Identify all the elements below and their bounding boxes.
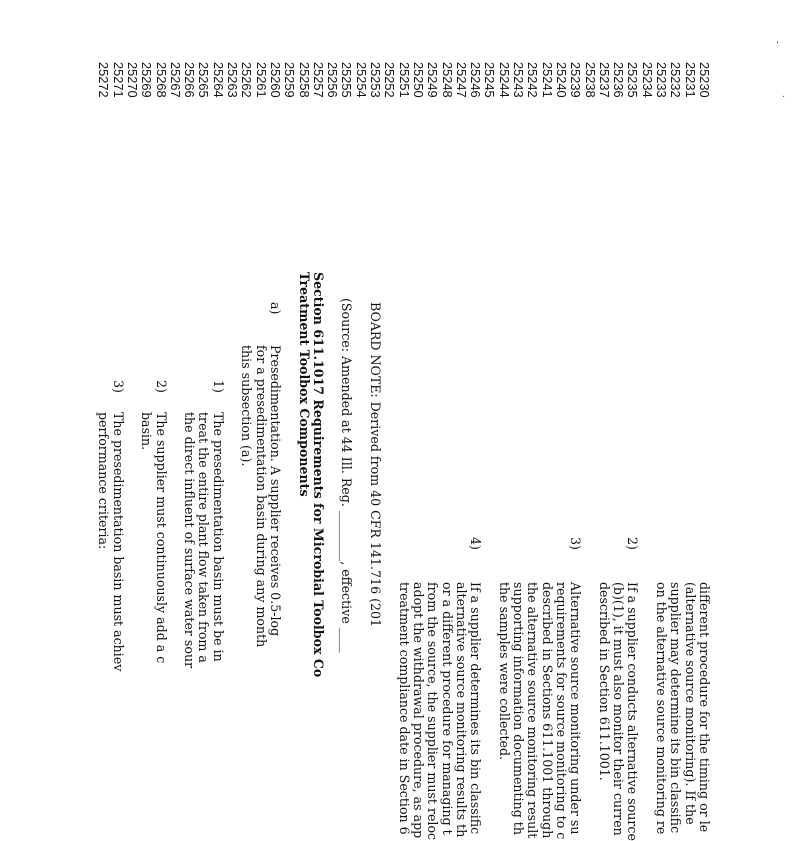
item-label: 1): [210, 380, 226, 393]
line-number: 25230: [697, 62, 712, 98]
line-text: this subsection (a).: [239, 345, 255, 467]
line-number: 25268: [153, 62, 169, 98]
document-line: [125, 62, 139, 762]
line-number: 25241: [539, 62, 555, 98]
line-number: 25270: [125, 62, 140, 98]
item-label: a): [268, 302, 283, 315]
line-number: 25265: [196, 62, 212, 98]
document-line: [196, 62, 210, 762]
document-line: [268, 62, 282, 762]
document-line: [439, 62, 455, 835]
line-text: for a presedimentation basin during any month: [253, 345, 269, 648]
line-text: the samples were collected.: [496, 582, 512, 761]
line-text: from the source, the supplier must reloc: [425, 582, 441, 841]
line-number: 25272: [96, 62, 112, 98]
line-number: 25251: [396, 62, 412, 98]
line-number: 25259: [282, 62, 298, 98]
line-text: the direct influent of surface water sour: [182, 412, 198, 669]
document-line: [354, 62, 368, 762]
line-text: alternative source monitoring results th: [453, 582, 469, 838]
line-number: 25263: [225, 62, 241, 98]
document-line: [482, 62, 496, 762]
line-number: 25254: [353, 62, 369, 98]
line-text: BOARD NOTE: Derived from 40 CFR 141.716 (201: [368, 302, 384, 628]
line-number: 25246: [468, 62, 484, 98]
line-number: 25232: [668, 62, 684, 98]
document-line: [668, 62, 684, 834]
scan-speck: ': [776, 40, 779, 51]
line-text: Presedimentation. A supplier receives 0.5-log: [268, 345, 283, 637]
document-line: [468, 62, 484, 835]
section-heading: Treatment Toolbox Components: [296, 272, 312, 497]
document-line: [396, 62, 412, 835]
line-number: 25250: [411, 62, 426, 98]
section-heading: Section 611.1017 Requirements for Microbial Toolbox Co: [310, 272, 326, 678]
line-number: 25266: [182, 62, 198, 98]
line-text: described in Sections 611.1001 through: [539, 582, 555, 839]
document-line: [96, 62, 110, 762]
line-text: The presedimentation basin must achiev: [110, 412, 126, 672]
document-line: [325, 62, 339, 762]
line-number: 25260: [268, 62, 283, 98]
line-number: 25236: [611, 62, 627, 98]
line-number: 25261: [253, 62, 269, 98]
line-text: on the alternative source monitoring re: [654, 582, 670, 835]
item-label: 2): [153, 380, 169, 393]
line-number: 25269: [139, 62, 155, 98]
scan-speck: ·: [782, 92, 786, 103]
document-line: [411, 62, 426, 839]
document-line: [497, 62, 511, 762]
document-line: [568, 62, 584, 835]
document-line: [697, 62, 712, 833]
line-number: 25240: [554, 62, 569, 98]
line-number: 25235: [625, 62, 641, 98]
line-text: Alternative source monitoring under su: [568, 582, 584, 835]
line-text: treat the entire plant flow taken from a: [196, 412, 212, 663]
document-line: [225, 62, 239, 762]
document-line: [654, 62, 670, 835]
line-number: 25258: [296, 62, 312, 98]
document-line: [582, 62, 596, 762]
line-number: 25245: [482, 62, 498, 98]
line-text: (Source: Amended at 44 Ill. Reg. ________, effective ____: [339, 298, 355, 653]
document-line: [311, 62, 325, 762]
item-label: 4): [468, 537, 484, 550]
line-text: supporting information documenting th: [511, 582, 527, 835]
line-text: (b)(1), it must also monitor their curren: [611, 582, 627, 836]
document-line: [168, 62, 182, 762]
document-line: [339, 62, 353, 762]
line-number: 25237: [596, 62, 612, 98]
line-number: 25233: [654, 62, 670, 98]
line-number: 25257: [310, 62, 326, 98]
document-line: [453, 62, 469, 838]
line-text: the alternative source monitoring result: [525, 582, 541, 839]
line-number: 25262: [239, 62, 255, 98]
document-line: [640, 62, 654, 762]
line-number: 25231: [682, 62, 698, 98]
document-line: [153, 62, 167, 762]
line-number: 25249: [425, 62, 441, 98]
document-line: [282, 62, 296, 762]
document-line: [625, 62, 641, 841]
document-line: [296, 62, 310, 762]
line-number: 25256: [325, 62, 341, 98]
line-number: 25244: [496, 62, 512, 98]
line-text: (alternative source monitoring). If the: [682, 582, 698, 825]
line-text: adopt the withdrawal procedure, as app: [411, 582, 426, 839]
line-text: different procedure for the timing or le: [697, 582, 712, 833]
line-text: requirements for source monitoring to c: [554, 582, 569, 840]
line-text: treatment compliance date in Section 6: [396, 582, 412, 835]
line-number: 25255: [339, 62, 355, 98]
document-line: [425, 62, 441, 841]
line-number: 25242: [525, 62, 541, 98]
document-page: [96, 62, 712, 841]
line-number: 25247: [453, 62, 469, 98]
document-line: [682, 62, 698, 825]
document-line: [110, 62, 124, 762]
line-number: 25271: [110, 62, 126, 98]
line-text: The supplier must continuously add a c: [153, 412, 169, 664]
line-number: 25252: [382, 62, 398, 98]
document-line: [554, 62, 569, 840]
item-label: 2): [625, 537, 641, 550]
document-line: [511, 62, 527, 835]
document-line: [253, 62, 267, 762]
line-text: supplier may determine its bin classific: [668, 582, 684, 834]
document-line: [211, 62, 225, 762]
line-number: 25234: [639, 62, 655, 98]
document-line: [239, 62, 253, 762]
line-text: The presedimentation basin must be in: [210, 412, 226, 662]
line-text: If a supplier conducts alternative source: [625, 582, 641, 841]
line-text: If a supplier determines its bin classific: [468, 582, 484, 835]
line-text: or a different procedure for managing t: [439, 582, 455, 835]
document-line: [525, 62, 541, 839]
document-line: [382, 62, 396, 762]
line-text: described in Section 611.1001.: [596, 582, 612, 781]
line-number: 25253: [368, 62, 384, 98]
document-line: [368, 62, 382, 762]
line-text: performance criteria:: [96, 412, 112, 550]
item-label: 3): [568, 537, 584, 550]
line-number: 25243: [511, 62, 527, 98]
line-number: 25248: [439, 62, 455, 98]
document-line: [611, 62, 627, 836]
line-number: 25264: [210, 62, 226, 98]
document-line: [539, 62, 555, 839]
line-number: 25238: [582, 62, 598, 98]
document-line: [596, 62, 612, 781]
line-number: 25239: [568, 62, 584, 98]
line-number: 25267: [167, 62, 183, 98]
item-label: 3): [110, 380, 126, 393]
document-line: [139, 62, 153, 762]
document-line: [182, 62, 196, 762]
line-text: basin.: [139, 412, 155, 451]
